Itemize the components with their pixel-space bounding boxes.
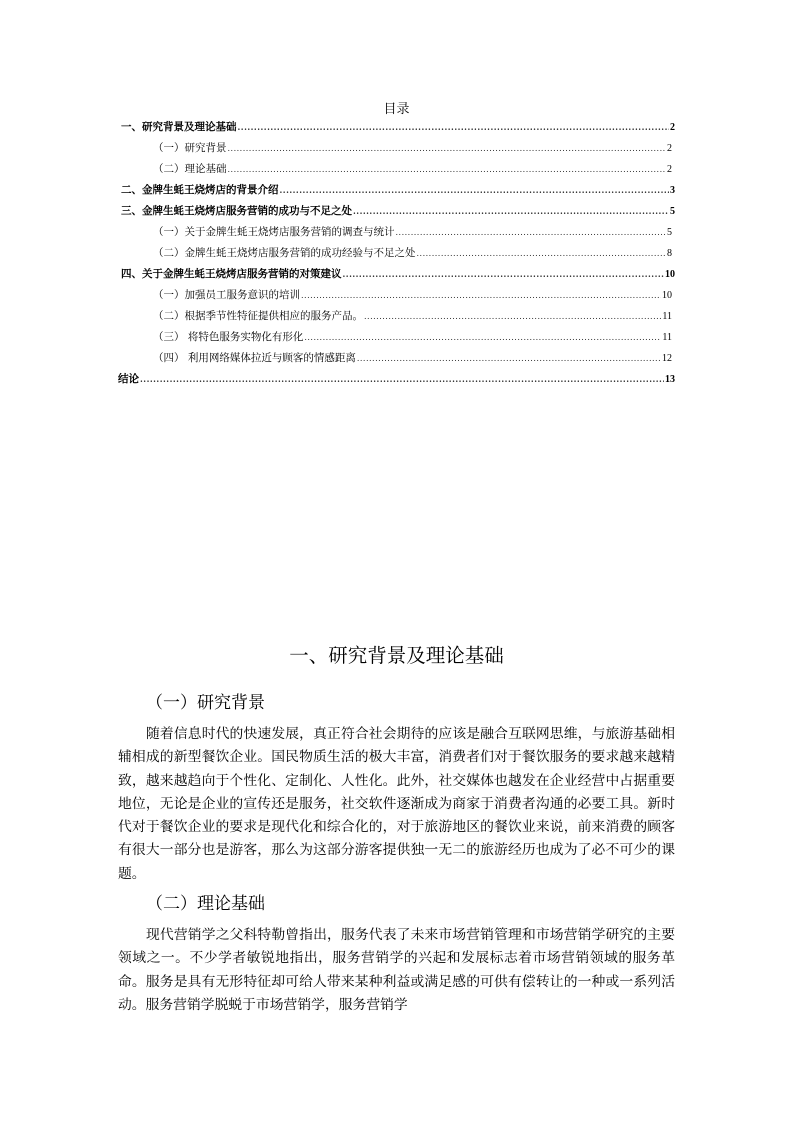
toc-entry-text: 三、金牌生蚝王烧烤店服务营销的成功与不足之处 (121, 205, 352, 217)
toc-leader-dots (343, 269, 665, 279)
toc-entry-text: 一、研究背景及理论基础 (121, 121, 237, 133)
toc-entry[interactable] (153, 140, 672, 160)
toc-entry-text: （二）根据季节性特征提供相应的服务产品。 (153, 310, 363, 322)
toc-entry-page: 10 (662, 290, 672, 301)
toc-entry[interactable] (121, 119, 675, 139)
toc-entry-page: 11 (662, 311, 672, 322)
toc-entry-text: 二、金牌生蚝王烧烤店的背景介绍 (121, 184, 279, 196)
body-paragraph: 随着信息时代的快速发展，真正符合社会期待的应该是融合互联网思维，与旅游基础相辅相成的新型餐饮企业。国民物质生活的极大丰富，消费者们对于餐饮服务的要求越来越精致，越来越趋向于个性化、定制化、人性化。此外，社交媒体也越发在企业经营中占据重要地位，无论是企业的宣传还是服务，社交软件逐渐成为商家于消费者沟通的必要工具。新时代对于餐饮企业的要求是现代化和综合化的，对于旅游地区的餐饮业来说，前来消费的顾客有很大一部分也是游客，那么为这部分游客提供独一无二的旅游经历也成为了必不可少的课题。 (118, 726, 675, 882)
toc-entry-page: 2 (667, 164, 672, 175)
toc-entry[interactable] (153, 329, 672, 349)
toc-entry-text: （二）理论基础 (153, 163, 227, 175)
toc-entry-text: （三） 将特色服务实物化有形化 (153, 331, 304, 343)
toc-leader-dots (353, 206, 669, 216)
toc-entry[interactable] (121, 182, 675, 202)
toc-entry-page: 13 (665, 374, 675, 385)
toc-leader-dots (357, 354, 661, 363)
toc-entry[interactable] (153, 161, 672, 181)
toc-entry-page: 3 (670, 185, 675, 196)
toc-entry-text: （二）金牌生蚝王烧烤店服务营销的成功经验与不足之处 (153, 247, 416, 259)
toc-leader-dots (140, 374, 664, 384)
toc-leader-dots (238, 122, 670, 132)
toc-leader-dots (396, 228, 667, 237)
toc-leader-dots (228, 165, 667, 174)
toc-entry-page: 8 (667, 248, 672, 259)
toc-leader-dots (280, 185, 670, 195)
toc-entry[interactable] (153, 287, 672, 307)
toc-entry-text: （一）关于金牌生蚝王烧烤店服务营销的调查与统计 (153, 226, 395, 238)
toc-entry-text: （一）研究背景 (153, 142, 227, 154)
toc-leader-dots (301, 291, 661, 300)
toc-entry-page: 2 (667, 143, 672, 154)
section-heading: （二）理论基础 (146, 894, 265, 914)
toc-leader-dots (228, 144, 667, 153)
toc-leader-dots (417, 249, 667, 258)
section-heading: （一）研究背景 (146, 693, 265, 713)
chapter-title: 一、研究背景及理论基础 (289, 644, 504, 667)
toc-entry[interactable] (153, 308, 672, 328)
toc-leader-dots (304, 333, 661, 342)
toc-entry-text: 四、关于金牌生蚝王烧烤店服务营销的对策建议 (121, 268, 342, 280)
toc-entry-page: 10 (665, 269, 675, 280)
toc-entry[interactable] (118, 371, 675, 391)
toc-entry-page: 11 (662, 332, 672, 343)
toc-entry-page: 5 (670, 206, 675, 217)
toc-leader-dots (364, 312, 661, 321)
toc-entry-page: 5 (667, 227, 672, 238)
toc-entry[interactable] (153, 245, 672, 265)
toc-entry-text: 结论 (118, 373, 139, 385)
toc-entry-text: （四） 利用网络媒体拉近与顾客的情感距离 (153, 352, 356, 364)
body-paragraph: 现代营销学之父科特勒曾指出，服务代表了未来市场营销管理和市场营销学研究的主要领域之一。不少学者敏锐地指出，服务营销学的兴起和发展标志着市场营销领域的服务革命。服务是具有无形特征却可给人带来某种利益或满足感的可供有偿转让的一种或一系列活动。服务营销学脱蜕于市场营销学，服务营销学 (118, 927, 675, 1013)
toc-entry-text: （一）加强员工服务意识的培训 (153, 289, 300, 301)
toc-entry[interactable] (153, 224, 672, 244)
toc-entry[interactable] (121, 266, 675, 286)
toc-entry[interactable] (121, 203, 675, 223)
toc-entry-page: 12 (662, 353, 672, 364)
toc-entry[interactable] (153, 350, 672, 370)
toc-entry-page: 2 (670, 122, 675, 133)
toc-title: 目录 (383, 102, 410, 117)
